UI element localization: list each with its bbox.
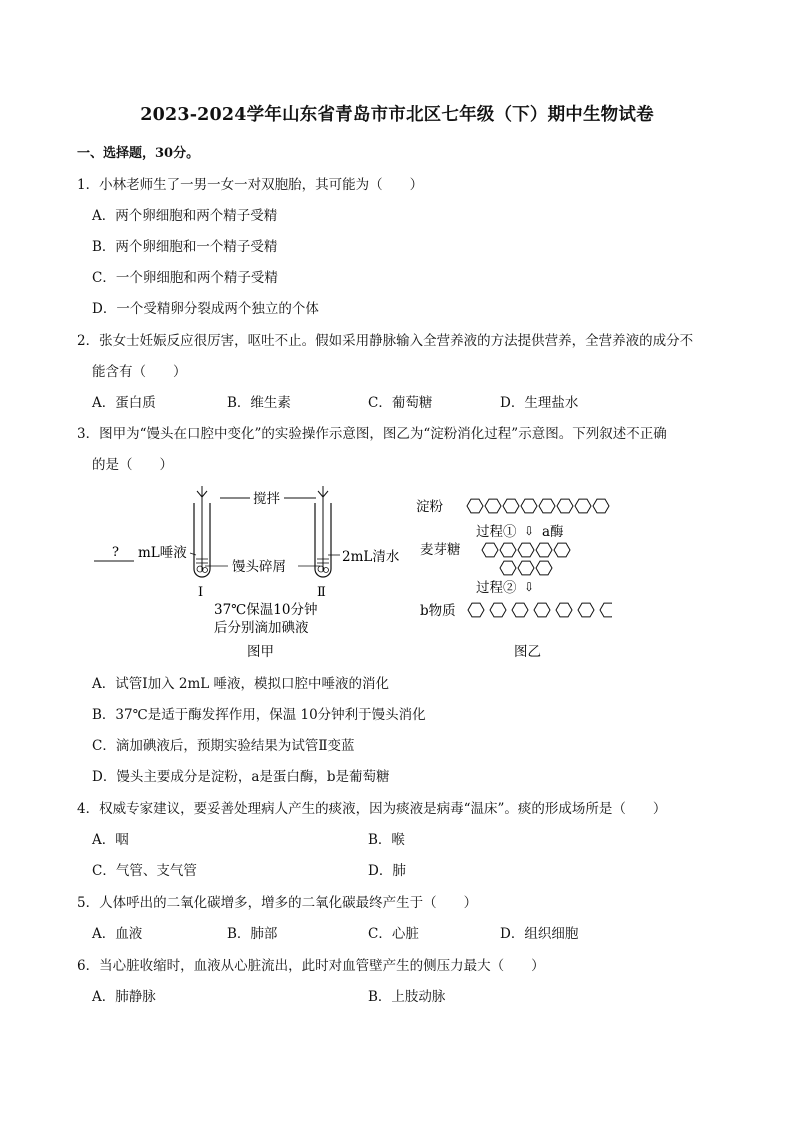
maltose-unit bbox=[518, 561, 534, 575]
incubation-note-2: 后分别滴加碘液 bbox=[214, 620, 309, 636]
water-label: 2mL清水 bbox=[342, 549, 400, 565]
q6-option-b: B．上肢动脉 bbox=[368, 989, 446, 1005]
q2-option-b: B．维生素 bbox=[227, 395, 291, 411]
tube-2-label: Ⅱ bbox=[317, 585, 326, 600]
q4-option-b: B．喉 bbox=[368, 832, 405, 848]
question-5-stem: 5．人体呼出的二氧化碳增多，增多的二氧化碳最终产生于（ ） bbox=[77, 895, 478, 911]
figure-yi-diagram bbox=[412, 488, 612, 663]
starch-label: 淀粉 bbox=[416, 499, 443, 515]
question-3-stem: 3．图甲为“馒头在口腔中变化”的实验操作示意图，图乙为“淀粉消化过程”示意图。下列叙述不正确 bbox=[77, 426, 667, 442]
enzyme-label: a酶 bbox=[542, 524, 564, 540]
q1-option-c: C．一个卵细胞和两个精子受精 bbox=[92, 270, 278, 286]
q4-option-d: D．肺 bbox=[368, 863, 406, 879]
figure-jia-diagram bbox=[90, 483, 410, 663]
glucose-unit bbox=[512, 603, 528, 617]
test-tube-1 bbox=[194, 486, 210, 577]
q4-option-c: C．气管、支气管 bbox=[92, 863, 197, 879]
maltose-label: 麦芽糖 bbox=[420, 542, 461, 558]
starch-unit bbox=[503, 499, 519, 513]
q2-option-a: A．蛋白质 bbox=[92, 395, 156, 411]
q3-option-c: C．滴加碘液后，预期实验结果为试管Ⅱ变蓝 bbox=[92, 738, 355, 754]
process-2-arrow-icon: ⇩ bbox=[524, 580, 535, 594]
maltose-unit bbox=[518, 543, 534, 557]
process-1-arrow-icon: ⇩ bbox=[524, 524, 535, 538]
starch-unit bbox=[575, 499, 591, 513]
q3-option-a: A．试管Ⅰ加入 2mL 唾液，模拟口腔中唾液的消化 bbox=[92, 676, 390, 692]
starch-unit bbox=[593, 499, 609, 513]
maltose-unit bbox=[500, 543, 516, 557]
starch-unit bbox=[467, 499, 483, 513]
q1-option-d: D．一个受精卵分裂成两个独立的个体 bbox=[92, 301, 319, 317]
saliva-label: mL唾液 bbox=[138, 545, 187, 561]
product-label: b物质 bbox=[420, 603, 456, 619]
maltose-chain bbox=[482, 543, 570, 575]
glucose-unit bbox=[600, 603, 612, 617]
stir-label: 搅拌 bbox=[253, 491, 280, 507]
glucose-unit bbox=[578, 603, 594, 617]
question-4-stem: 4．权威专家建议，要妥善处理病人产生的痰液，因为痰液是病毒“温床”。痰的形成场所是（ ） bbox=[77, 801, 667, 817]
figure-yi-caption: 图乙 bbox=[514, 644, 541, 660]
maltose-unit bbox=[536, 561, 552, 575]
maltose-unit bbox=[482, 543, 498, 557]
figure-jia-caption: 图甲 bbox=[247, 644, 274, 660]
q4-option-a: A．咽 bbox=[92, 832, 129, 848]
q5-option-c: C．心脏 bbox=[368, 926, 419, 942]
question-3-stem-cont: 的是（ ） bbox=[92, 457, 173, 473]
q1-option-a: A．两个卵细胞和两个精子受精 bbox=[92, 208, 278, 224]
glucose-unit bbox=[556, 603, 572, 617]
starch-unit bbox=[557, 499, 573, 513]
maltose-unit bbox=[536, 543, 552, 557]
q5-option-b: B．肺部 bbox=[227, 926, 278, 942]
q6-option-a: A．肺静脉 bbox=[92, 989, 156, 1005]
q3-option-b: B．37℃是适于酶发挥作用，保温 10分钟利于馒头消化 bbox=[92, 707, 426, 723]
page-title: 2023-2024学年山东省青岛市市北区七年级（下）期中生物试卷 bbox=[140, 105, 654, 125]
process-1-label: 过程① bbox=[476, 524, 517, 540]
question-2-stem: 2．张女士妊娠反应很厉害，呕吐不止。假如采用静脉输入全营养液的方法提供营养，全营养液的成分不 bbox=[77, 333, 694, 349]
bread-label: 馒头碎屑 bbox=[232, 559, 286, 575]
incubation-note-1: 37℃保温10分钟 bbox=[214, 602, 318, 618]
section-heading: 一、选择题，30分。 bbox=[77, 146, 200, 161]
maltose-unit bbox=[500, 561, 516, 575]
starch-unit bbox=[485, 499, 501, 513]
process-2-label: 过程② bbox=[476, 580, 517, 596]
starch-unit bbox=[521, 499, 537, 513]
question-1-stem: 1．小林老师生了一男一女一对双胞胎，其可能为（ ） bbox=[77, 177, 424, 193]
maltose-unit bbox=[554, 543, 570, 557]
starch-unit bbox=[539, 499, 555, 513]
question-6-stem: 6．当心脏收缩时，血液从心脏流出，此时对血管壁产生的侧压力最大（ ） bbox=[77, 958, 545, 974]
q1-option-b: B．两个卵细胞和一个精子受精 bbox=[92, 239, 278, 255]
starch-chain bbox=[467, 499, 609, 513]
product-chain bbox=[468, 603, 612, 617]
saliva-blank: ? bbox=[112, 545, 119, 560]
q3-option-d: D．馒头主要成分是淀粉，a是蛋白酶，b是葡萄糖 bbox=[92, 769, 390, 785]
q2-option-c: C．葡萄糖 bbox=[368, 395, 433, 411]
glucose-unit bbox=[490, 603, 506, 617]
q5-option-d: D．组织细胞 bbox=[500, 926, 579, 942]
glucose-unit bbox=[468, 603, 484, 617]
question-2-stem-cont: 能含有（ ） bbox=[92, 364, 187, 380]
q5-option-a: A．血液 bbox=[92, 926, 143, 942]
test-tube-2 bbox=[315, 486, 331, 577]
q2-option-d: D．生理盐水 bbox=[500, 395, 579, 411]
glucose-unit bbox=[534, 603, 550, 617]
tube-1-label: Ⅰ bbox=[198, 585, 204, 600]
